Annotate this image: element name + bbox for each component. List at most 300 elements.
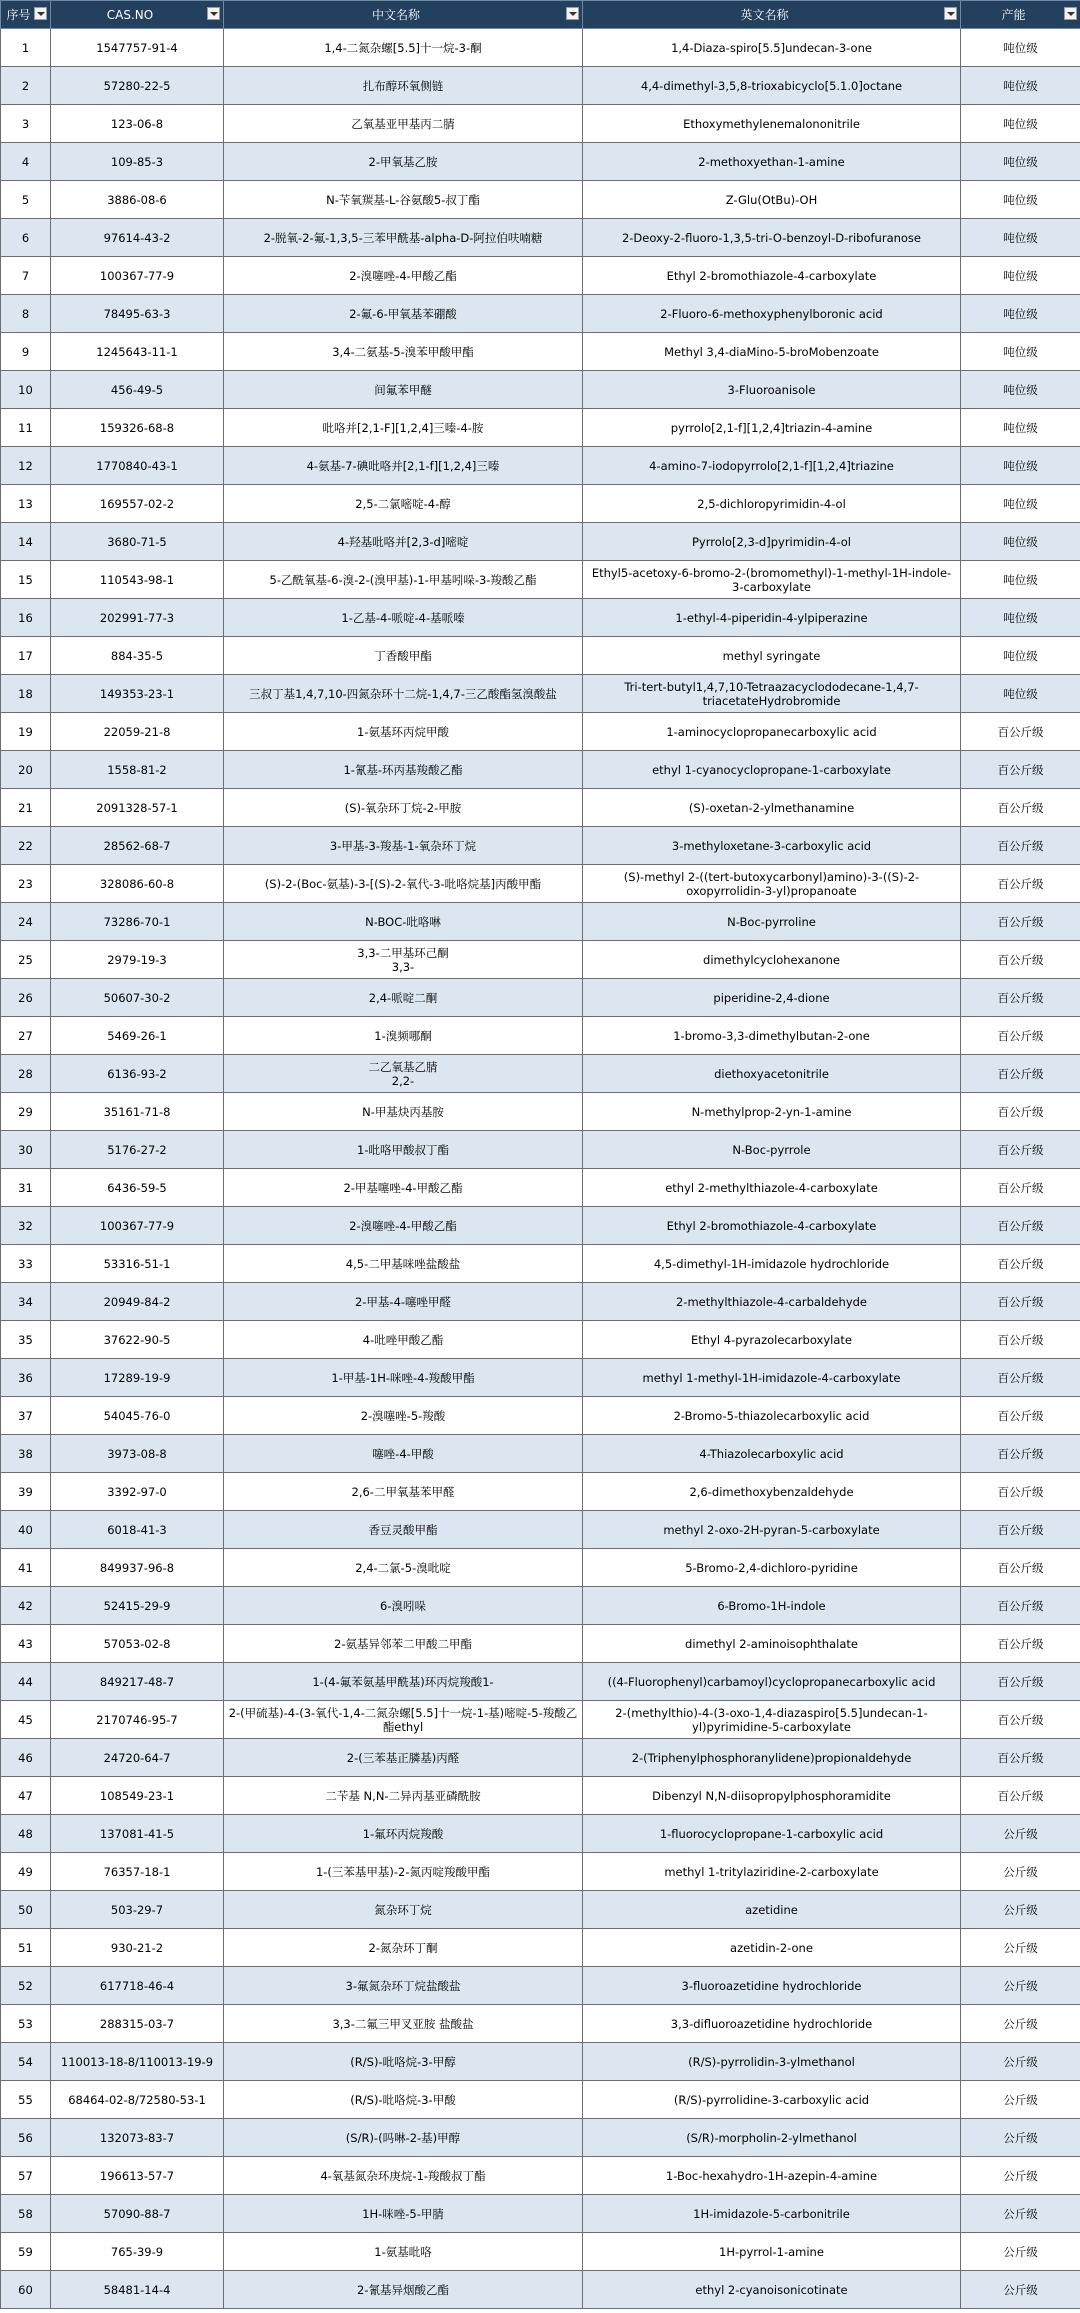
cell-index[interactable]: 26 [1, 979, 51, 1017]
cell-english-name[interactable]: 4-Thiazolecarboxylic acid [583, 1435, 961, 1473]
cell-index[interactable]: 45 [1, 1701, 51, 1739]
cell-cas-no[interactable]: 849217-48-7 [51, 1663, 224, 1701]
cell-capacity[interactable]: 吨位级 [961, 257, 1080, 295]
cell-chinese-name[interactable]: N-甲基炔丙基胺 [224, 1093, 583, 1131]
cell-capacity[interactable]: 百公斤级 [961, 1701, 1080, 1739]
cell-index[interactable]: 57 [1, 2157, 51, 2195]
cell-english-name[interactable]: Dibenzyl N,N-diisopropylphosphoramidite [583, 1777, 961, 1815]
cell-capacity[interactable]: 吨位级 [961, 523, 1080, 561]
table-row[interactable] [1, 827, 1080, 865]
cell-capacity[interactable]: 公斤级 [961, 2195, 1080, 2233]
cell-english-name[interactable]: Ethyl 2-bromothiazole-4-carboxylate [583, 257, 961, 295]
cell-cas-no[interactable]: 6436-59-5 [51, 1169, 224, 1207]
cell-chinese-name[interactable]: 4-氨基-7-碘吡咯并[2,1-f][1,2,4]三嗪 [224, 447, 583, 485]
cell-chinese-name[interactable]: 吡咯并[2,1-F][1,2,4]三嗪-4-胺 [224, 409, 583, 447]
cell-chinese-name[interactable]: 2-氟-6-甲氧基苯硼酸 [224, 295, 583, 333]
cell-cas-no[interactable]: 123-06-8 [51, 105, 224, 143]
cell-index[interactable]: 7 [1, 257, 51, 295]
dropdown-filter-icon[interactable] [566, 7, 579, 20]
cell-index[interactable]: 1 [1, 29, 51, 67]
cell-chinese-name[interactable]: 2-溴噻唑-4-甲酸乙酯 [224, 1207, 583, 1245]
cell-index[interactable]: 41 [1, 1549, 51, 1587]
cell-chinese-name[interactable]: 三叔丁基1,4,7,10-四氮杂环十二烷-1,4,7-三乙酸酯氢溴酸盐 [224, 675, 583, 713]
cell-chinese-name[interactable]: 2-溴噻唑-4-甲酸乙酯 [224, 257, 583, 295]
table-row[interactable] [1, 2195, 1080, 2233]
cell-chinese-name[interactable]: 4,5-二甲基咪唑盐酸盐 [224, 1245, 583, 1283]
cell-chinese-name[interactable]: 3-氟氮杂环丁烷盐酸盐 [224, 1967, 583, 2005]
cell-index[interactable]: 18 [1, 675, 51, 713]
cell-chinese-name[interactable]: 2-氨基异邻苯二甲酸二甲酯 [224, 1625, 583, 1663]
cell-english-name[interactable]: 2-(Triphenylphosphoranylidene)propionaldehyde [583, 1739, 961, 1777]
cell-index[interactable]: 14 [1, 523, 51, 561]
cell-capacity[interactable]: 百公斤级 [961, 1511, 1080, 1549]
table-row[interactable] [1, 751, 1080, 789]
cell-english-name[interactable]: 4-amino-7-iodopyrrolo[2,1-f][1,2,4]triazine [583, 447, 961, 485]
cell-capacity[interactable]: 公斤级 [961, 2005, 1080, 2043]
cell-capacity[interactable]: 百公斤级 [961, 789, 1080, 827]
cell-index[interactable]: 33 [1, 1245, 51, 1283]
cell-capacity[interactable]: 百公斤级 [961, 979, 1080, 1017]
table-row[interactable] [1, 371, 1080, 409]
cell-cas-no[interactable]: 137081-41-5 [51, 1815, 224, 1853]
cell-english-name[interactable]: Ethyl5-acetoxy-6-bromo-2-(bromomethyl)-1-methyl-1H-indole-3-carboxylate [583, 561, 961, 599]
table-row[interactable] [1, 637, 1080, 675]
cell-capacity[interactable]: 吨位级 [961, 599, 1080, 637]
cell-english-name[interactable]: diethoxyacetonitrile [583, 1055, 961, 1093]
cell-chinese-name[interactable]: N-苄氧羰基-L-谷氨酸5-叔丁酯 [224, 181, 583, 219]
cell-index[interactable]: 24 [1, 903, 51, 941]
table-row[interactable] [1, 1473, 1080, 1511]
cell-chinese-name[interactable]: 1-氟环丙烷羧酸 [224, 1815, 583, 1853]
cell-index[interactable]: 13 [1, 485, 51, 523]
cell-english-name[interactable]: 1-Boc-hexahydro-1H-azepin-4-amine [583, 2157, 961, 2195]
table-row[interactable] [1, 1511, 1080, 1549]
cell-index[interactable]: 59 [1, 2233, 51, 2271]
cell-cas-no[interactable]: 108549-23-1 [51, 1777, 224, 1815]
cell-chinese-name[interactable]: 2-氰基异烟酸乙酯 [224, 2271, 583, 2309]
cell-chinese-name[interactable]: 2-甲基噻唑-4-甲酸乙酯 [224, 1169, 583, 1207]
cell-chinese-name[interactable]: 1-溴频哪酮 [224, 1017, 583, 1055]
cell-capacity[interactable]: 公斤级 [961, 2233, 1080, 2271]
cell-english-name[interactable]: 2-methoxyethan-1-amine [583, 143, 961, 181]
cell-cas-no[interactable]: 37622-90-5 [51, 1321, 224, 1359]
cell-index[interactable]: 51 [1, 1929, 51, 1967]
cell-english-name[interactable]: dimethylcyclohexanone [583, 941, 961, 979]
dropdown-filter-icon[interactable] [34, 7, 47, 20]
cell-chinese-name[interactable]: 2-脱氧-2-氟-1,3,5-三苯甲酰基-alpha-D-阿拉伯呋喃糖 [224, 219, 583, 257]
table-row[interactable] [1, 1131, 1080, 1169]
table-row[interactable] [1, 561, 1080, 599]
table-row[interactable] [1, 523, 1080, 561]
cell-english-name[interactable]: 2,5-dichloropyrimidin-4-ol [583, 485, 961, 523]
cell-chinese-name[interactable]: (S)-氧杂环丁烷-2-甲胺 [224, 789, 583, 827]
cell-index[interactable]: 4 [1, 143, 51, 181]
cell-cas-no[interactable]: 73286-70-1 [51, 903, 224, 941]
cell-capacity[interactable]: 吨位级 [961, 485, 1080, 523]
cell-capacity[interactable]: 吨位级 [961, 409, 1080, 447]
cell-index[interactable]: 21 [1, 789, 51, 827]
cell-cas-no[interactable]: 110543-98-1 [51, 561, 224, 599]
cell-chinese-name[interactable]: (R/S)-吡咯烷-3-甲酸 [224, 2081, 583, 2119]
cell-english-name[interactable]: methyl 2-oxo-2H-pyran-5-carboxylate [583, 1511, 961, 1549]
cell-chinese-name[interactable]: 二乙氧基乙腈 2,2- [224, 1055, 583, 1093]
dropdown-filter-icon[interactable] [1064, 7, 1077, 20]
cell-english-name[interactable]: 2-Fluoro-6-methoxyphenylboronic acid [583, 295, 961, 333]
table-row[interactable] [1, 1967, 1080, 2005]
dropdown-filter-icon[interactable] [944, 7, 957, 20]
cell-chinese-name[interactable]: 1,4-二氮杂螺[5.5]十一烷-3-酮 [224, 29, 583, 67]
table-row[interactable] [1, 1701, 1080, 1739]
cell-capacity[interactable]: 公斤级 [961, 1853, 1080, 1891]
cell-index[interactable]: 2 [1, 67, 51, 105]
cell-chinese-name[interactable]: 2,4-二氯-5-溴吡啶 [224, 1549, 583, 1587]
cell-capacity[interactable]: 百公斤级 [961, 1245, 1080, 1283]
cell-english-name[interactable]: Z-Glu(OtBu)-OH [583, 181, 961, 219]
cell-english-name[interactable]: 3-fluoroazetidine hydrochloride [583, 1967, 961, 2005]
table-row[interactable] [1, 599, 1080, 637]
table-row[interactable] [1, 1207, 1080, 1245]
cell-cas-no[interactable]: 68464-02-8/72580-53-1 [51, 2081, 224, 2119]
table-row[interactable] [1, 2233, 1080, 2271]
table-row[interactable] [1, 2271, 1080, 2309]
cell-capacity[interactable]: 吨位级 [961, 675, 1080, 713]
cell-index[interactable]: 30 [1, 1131, 51, 1169]
cell-capacity[interactable]: 吨位级 [961, 105, 1080, 143]
cell-chinese-name[interactable]: (S/R)-(吗啉-2-基)甲醇 [224, 2119, 583, 2157]
cell-english-name[interactable]: 5-Bromo-2,4-dichloro-pyridine [583, 1549, 961, 1587]
cell-english-name[interactable]: 3,3-difluoroazetidine hydrochloride [583, 2005, 961, 2043]
cell-english-name[interactable]: 2-Deoxy-2-fluoro-1,3,5-tri-O-benzoyl-D-ribofuranose [583, 219, 961, 257]
cell-chinese-name[interactable]: 二苄基 N,N-二异丙基亚磷酰胺 [224, 1777, 583, 1815]
cell-english-name[interactable]: N-Boc-pyrrole [583, 1131, 961, 1169]
cell-capacity[interactable]: 百公斤级 [961, 1017, 1080, 1055]
cell-english-name[interactable]: (S)-oxetan-2-ylmethanamine [583, 789, 961, 827]
cell-capacity[interactable]: 百公斤级 [961, 941, 1080, 979]
cell-chinese-name[interactable]: 1-甲基-1H-咪唑-4-羧酸甲酯 [224, 1359, 583, 1397]
cell-index[interactable]: 36 [1, 1359, 51, 1397]
cell-cas-no[interactable]: 3973-08-8 [51, 1435, 224, 1473]
cell-chinese-name[interactable]: 1H-咪唑-5-甲腈 [224, 2195, 583, 2233]
cell-chinese-name[interactable]: 1-(4-氟苯氨基甲酰基)环丙烷羧酸1- [224, 1663, 583, 1701]
cell-chinese-name[interactable]: 5-乙酰氧基-6-溴-2-(溴甲基)-1-甲基吲哚-3-羧酸乙酯 [224, 561, 583, 599]
cell-cas-no[interactable]: 849937-96-8 [51, 1549, 224, 1587]
cell-capacity[interactable]: 百公斤级 [961, 1207, 1080, 1245]
cell-capacity[interactable]: 吨位级 [961, 143, 1080, 181]
cell-cas-no[interactable]: 58481-14-4 [51, 2271, 224, 2309]
cell-english-name[interactable]: Ethyl 4-pyrazolecarboxylate [583, 1321, 961, 1359]
cell-chinese-name[interactable]: 扎布醇环氧侧链 [224, 67, 583, 105]
cell-chinese-name[interactable]: 4-氧基氮杂环庚烷-1-羧酸叔丁酯 [224, 2157, 583, 2195]
table-row[interactable] [1, 1853, 1080, 1891]
cell-english-name[interactable]: 2-(methylthio)-4-(3-oxo-1,4-diazaspiro[5.5]undecan-1-yl)pyrimidine-5-carboxylate [583, 1701, 961, 1739]
cell-cas-no[interactable]: 78495-63-3 [51, 295, 224, 333]
table-row[interactable] [1, 1587, 1080, 1625]
cell-cas-no[interactable]: 5176-27-2 [51, 1131, 224, 1169]
cell-capacity[interactable]: 公斤级 [961, 1967, 1080, 2005]
cell-chinese-name[interactable]: 间氟苯甲醚 [224, 371, 583, 409]
cell-index[interactable]: 12 [1, 447, 51, 485]
cell-cas-no[interactable]: 22059-21-8 [51, 713, 224, 751]
cell-capacity[interactable]: 吨位级 [961, 219, 1080, 257]
cell-cas-no[interactable]: 28562-68-7 [51, 827, 224, 865]
cell-cas-no[interactable]: 76357-18-1 [51, 1853, 224, 1891]
cell-cas-no[interactable]: 57053-02-8 [51, 1625, 224, 1663]
cell-index[interactable]: 54 [1, 2043, 51, 2081]
cell-english-name[interactable]: dimethyl 2-aminoisophthalate [583, 1625, 961, 1663]
table-row[interactable] [1, 903, 1080, 941]
cell-chinese-name[interactable]: 2-(甲硫基)-4-(3-氧代-1,4-二氮杂螺[5.5]十一烷-1-基)嘧啶-5-羧酸乙酯ethyl [224, 1701, 583, 1739]
cell-english-name[interactable]: Ethoxymethylenemalononitrile [583, 105, 961, 143]
cell-english-name[interactable]: 1H-pyrrol-1-amine [583, 2233, 961, 2271]
cell-cas-no[interactable]: 20949-84-2 [51, 1283, 224, 1321]
cell-index[interactable]: 16 [1, 599, 51, 637]
cell-cas-no[interactable]: 5469-26-1 [51, 1017, 224, 1055]
cell-english-name[interactable]: 2-methylthiazole-4-carbaldehyde [583, 1283, 961, 1321]
cell-cas-no[interactable]: 50607-30-2 [51, 979, 224, 1017]
cell-chinese-name[interactable]: 3,4-二氨基-5-溴苯甲酸甲酯 [224, 333, 583, 371]
table-row[interactable] [1, 1815, 1080, 1853]
table-row[interactable] [1, 979, 1080, 1017]
cell-chinese-name[interactable]: 氮杂环丁烷 [224, 1891, 583, 1929]
cell-chinese-name[interactable]: 1-乙基-4-哌啶-4-基哌嗪 [224, 599, 583, 637]
cell-cas-no[interactable]: 149353-23-1 [51, 675, 224, 713]
cell-chinese-name[interactable]: 2-(三苯基正膦基)丙醛 [224, 1739, 583, 1777]
cell-capacity[interactable]: 公斤级 [961, 2081, 1080, 2119]
cell-cas-no[interactable]: 1770840-43-1 [51, 447, 224, 485]
cell-cas-no[interactable]: 196613-57-7 [51, 2157, 224, 2195]
cell-english-name[interactable]: azetidin-2-one [583, 1929, 961, 1967]
cell-english-name[interactable]: methyl 1-methyl-1H-imidazole-4-carboxylate [583, 1359, 961, 1397]
cell-capacity[interactable]: 百公斤级 [961, 1777, 1080, 1815]
cell-index[interactable]: 31 [1, 1169, 51, 1207]
cell-cas-no[interactable]: 3392-97-0 [51, 1473, 224, 1511]
cell-capacity[interactable]: 百公斤级 [961, 1093, 1080, 1131]
cell-index[interactable]: 49 [1, 1853, 51, 1891]
cell-cas-no[interactable]: 169557-02-2 [51, 485, 224, 523]
table-row[interactable] [1, 1169, 1080, 1207]
cell-english-name[interactable]: piperidine-2,4-dione [583, 979, 961, 1017]
cell-cas-no[interactable]: 2979-19-3 [51, 941, 224, 979]
cell-index[interactable]: 10 [1, 371, 51, 409]
cell-english-name[interactable]: ((4-Fluorophenyl)carbamoyl)cyclopropanecarboxylic acid [583, 1663, 961, 1701]
cell-english-name[interactable]: (R/S)-pyrrolidin-3-ylmethanol [583, 2043, 961, 2081]
cell-cas-no[interactable]: 109-85-3 [51, 143, 224, 181]
cell-index[interactable]: 56 [1, 2119, 51, 2157]
cell-english-name[interactable]: N-methylprop-2-yn-1-amine [583, 1093, 961, 1131]
cell-chinese-name[interactable]: 1-氰基-环丙基羧酸乙酯 [224, 751, 583, 789]
cell-capacity[interactable]: 公斤级 [961, 2157, 1080, 2195]
cell-cas-no[interactable]: 3680-71-5 [51, 523, 224, 561]
cell-capacity[interactable]: 百公斤级 [961, 1359, 1080, 1397]
cell-capacity[interactable]: 公斤级 [961, 2271, 1080, 2309]
cell-cas-no[interactable]: 1558-81-2 [51, 751, 224, 789]
cell-cas-no[interactable]: 503-29-7 [51, 1891, 224, 1929]
cell-index[interactable]: 29 [1, 1093, 51, 1131]
dropdown-filter-icon[interactable] [207, 7, 220, 20]
cell-capacity[interactable]: 百公斤级 [961, 1435, 1080, 1473]
table-row[interactable] [1, 1397, 1080, 1435]
cell-capacity[interactable]: 百公斤级 [961, 1055, 1080, 1093]
cell-capacity[interactable]: 百公斤级 [961, 1397, 1080, 1435]
cell-english-name[interactable]: ethyl 1-cyanocyclopropane-1-carboxylate [583, 751, 961, 789]
cell-index[interactable]: 9 [1, 333, 51, 371]
table-row[interactable] [1, 2005, 1080, 2043]
cell-chinese-name[interactable]: 6-溴吲哚 [224, 1587, 583, 1625]
cell-english-name[interactable]: Ethyl 2-bromothiazole-4-carboxylate [583, 1207, 961, 1245]
cell-capacity[interactable]: 吨位级 [961, 29, 1080, 67]
cell-index[interactable]: 52 [1, 1967, 51, 2005]
cell-cas-no[interactable]: 617718-46-4 [51, 1967, 224, 2005]
cell-cas-no[interactable]: 1547757-91-4 [51, 29, 224, 67]
cell-index[interactable]: 6 [1, 219, 51, 257]
cell-index[interactable]: 15 [1, 561, 51, 599]
cell-capacity[interactable]: 吨位级 [961, 447, 1080, 485]
cell-index[interactable]: 22 [1, 827, 51, 865]
cell-english-name[interactable]: 1,4-Diaza-spiro[5.5]undecan-3-one [583, 29, 961, 67]
cell-cas-no[interactable]: 202991-77-3 [51, 599, 224, 637]
table-row[interactable] [1, 1245, 1080, 1283]
table-row[interactable] [1, 257, 1080, 295]
cell-capacity[interactable]: 吨位级 [961, 637, 1080, 675]
table-row[interactable] [1, 219, 1080, 257]
table-row[interactable] [1, 1777, 1080, 1815]
cell-capacity[interactable]: 公斤级 [961, 2119, 1080, 2157]
cell-cas-no[interactable]: 54045-76-0 [51, 1397, 224, 1435]
cell-chinese-name[interactable]: 2-甲氧基乙胺 [224, 143, 583, 181]
table-row[interactable] [1, 1891, 1080, 1929]
cell-english-name[interactable]: 1-ethyl-4-piperidin-4-ylpiperazine [583, 599, 961, 637]
cell-english-name[interactable]: 4,4-dimethyl-3,5,8-trioxabicyclo[5.1.0]octane [583, 67, 961, 105]
cell-english-name[interactable]: methyl 1-tritylaziridine-2-carboxylate [583, 1853, 961, 1891]
cell-index[interactable]: 25 [1, 941, 51, 979]
cell-capacity[interactable]: 吨位级 [961, 67, 1080, 105]
cell-index[interactable]: 47 [1, 1777, 51, 1815]
cell-chinese-name[interactable]: 3,3-二氟三甲叉亚胺 盐酸盐 [224, 2005, 583, 2043]
cell-cas-no[interactable]: 1245643-11-1 [51, 333, 224, 371]
table-row[interactable] [1, 1739, 1080, 1777]
cell-index[interactable]: 38 [1, 1435, 51, 1473]
cell-index[interactable]: 40 [1, 1511, 51, 1549]
table-row[interactable] [1, 1017, 1080, 1055]
cell-capacity[interactable]: 百公斤级 [961, 1321, 1080, 1359]
cell-index[interactable]: 34 [1, 1283, 51, 1321]
cell-chinese-name[interactable]: 1-(三苯基甲基)-2-氮丙啶羧酸甲酯 [224, 1853, 583, 1891]
cell-capacity[interactable]: 百公斤级 [961, 903, 1080, 941]
cell-chinese-name[interactable]: 噻唑-4-甲酸 [224, 1435, 583, 1473]
cell-chinese-name[interactable]: N-BOC-吡咯啉 [224, 903, 583, 941]
table-row[interactable] [1, 1093, 1080, 1131]
cell-cas-no[interactable]: 35161-71-8 [51, 1093, 224, 1131]
cell-index[interactable]: 53 [1, 2005, 51, 2043]
cell-cas-no[interactable]: 100367-77-9 [51, 257, 224, 295]
table-row[interactable] [1, 1321, 1080, 1359]
cell-english-name[interactable]: 1-aminocyclopropanecarboxylic acid [583, 713, 961, 751]
cell-cas-no[interactable]: 6136-93-2 [51, 1055, 224, 1093]
cell-index[interactable]: 3 [1, 105, 51, 143]
table-row[interactable] [1, 1663, 1080, 1701]
cell-index[interactable]: 37 [1, 1397, 51, 1435]
cell-index[interactable]: 55 [1, 2081, 51, 2119]
cell-index[interactable]: 28 [1, 1055, 51, 1093]
cell-capacity[interactable]: 吨位级 [961, 371, 1080, 409]
cell-capacity[interactable]: 百公斤级 [961, 1739, 1080, 1777]
cell-chinese-name[interactable]: 香豆灵酸甲酯 [224, 1511, 583, 1549]
cell-cas-no[interactable]: 110013-18-8/110013-19-9 [51, 2043, 224, 2081]
cell-cas-no[interactable]: 2091328-57-1 [51, 789, 224, 827]
cell-capacity[interactable]: 百公斤级 [961, 865, 1080, 903]
cell-english-name[interactable]: N-Boc-pyrroline [583, 903, 961, 941]
cell-chinese-name[interactable]: 1-氨基吡咯 [224, 2233, 583, 2271]
cell-english-name[interactable]: 3-methyloxetane-3-carboxylic acid [583, 827, 961, 865]
table-row[interactable] [1, 1359, 1080, 1397]
cell-cas-no[interactable]: 328086-60-8 [51, 865, 224, 903]
cell-capacity[interactable]: 百公斤级 [961, 713, 1080, 751]
cell-cas-no[interactable]: 288315-03-7 [51, 2005, 224, 2043]
cell-chinese-name[interactable]: 2-甲基-4-噻唑甲醛 [224, 1283, 583, 1321]
cell-cas-no[interactable]: 765-39-9 [51, 2233, 224, 2271]
cell-cas-no[interactable]: 24720-64-7 [51, 1739, 224, 1777]
cell-index[interactable]: 23 [1, 865, 51, 903]
cell-capacity[interactable]: 百公斤级 [961, 751, 1080, 789]
cell-cas-no[interactable]: 3886-08-6 [51, 181, 224, 219]
cell-chinese-name[interactable]: (S)-2-(Boc-氨基)-3-[(S)-2-氧代-3-吡咯烷基]丙酸甲酯 [224, 865, 583, 903]
table-row[interactable] [1, 143, 1080, 181]
cell-capacity[interactable]: 百公斤级 [961, 1549, 1080, 1587]
cell-index[interactable]: 43 [1, 1625, 51, 1663]
cell-index[interactable]: 50 [1, 1891, 51, 1929]
table-row[interactable] [1, 105, 1080, 143]
cell-index[interactable]: 19 [1, 713, 51, 751]
table-row[interactable] [1, 485, 1080, 523]
cell-cas-no[interactable]: 6018-41-3 [51, 1511, 224, 1549]
cell-capacity[interactable]: 百公斤级 [961, 1663, 1080, 1701]
cell-index[interactable]: 42 [1, 1587, 51, 1625]
cell-english-name[interactable]: Pyrrolo[2,3-d]pyrimidin-4-ol [583, 523, 961, 561]
cell-cas-no[interactable]: 97614-43-2 [51, 219, 224, 257]
cell-english-name[interactable]: 3-Fluoroanisole [583, 371, 961, 409]
cell-cas-no[interactable]: 57280-22-5 [51, 67, 224, 105]
cell-cas-no[interactable]: 53316-51-1 [51, 1245, 224, 1283]
table-row[interactable] [1, 181, 1080, 219]
cell-chinese-name[interactable]: 2,6-二甲氧基苯甲醛 [224, 1473, 583, 1511]
cell-capacity[interactable]: 百公斤级 [961, 1587, 1080, 1625]
cell-index[interactable]: 39 [1, 1473, 51, 1511]
cell-cas-no[interactable]: 456-49-5 [51, 371, 224, 409]
cell-chinese-name[interactable]: 2,5-二氯嘧啶-4-醇 [224, 485, 583, 523]
cell-capacity[interactable]: 公斤级 [961, 1891, 1080, 1929]
table-row[interactable] [1, 2043, 1080, 2081]
cell-capacity[interactable]: 公斤级 [961, 2043, 1080, 2081]
table-row[interactable] [1, 1055, 1080, 1093]
table-row[interactable] [1, 1435, 1080, 1473]
cell-index[interactable]: 58 [1, 2195, 51, 2233]
cell-cas-no[interactable]: 52415-29-9 [51, 1587, 224, 1625]
cell-index[interactable]: 60 [1, 2271, 51, 2309]
cell-index[interactable]: 17 [1, 637, 51, 675]
cell-capacity[interactable]: 吨位级 [961, 333, 1080, 371]
cell-english-name[interactable]: 1-fluorocyclopropane-1-carboxylic acid [583, 1815, 961, 1853]
table-row[interactable] [1, 1283, 1080, 1321]
table-row[interactable] [1, 409, 1080, 447]
table-row[interactable] [1, 333, 1080, 371]
cell-index[interactable]: 48 [1, 1815, 51, 1853]
cell-capacity[interactable]: 吨位级 [961, 561, 1080, 599]
cell-cas-no[interactable]: 930-21-2 [51, 1929, 224, 1967]
cell-cas-no[interactable]: 100367-77-9 [51, 1207, 224, 1245]
cell-cas-no[interactable]: 17289-19-9 [51, 1359, 224, 1397]
cell-english-name[interactable]: (S)-methyl 2-((tert-butoxycarbonyl)amino)-3-((S)-2-oxopyrrolidin-3-yl)propanoate [583, 865, 961, 903]
table-row[interactable] [1, 67, 1080, 105]
